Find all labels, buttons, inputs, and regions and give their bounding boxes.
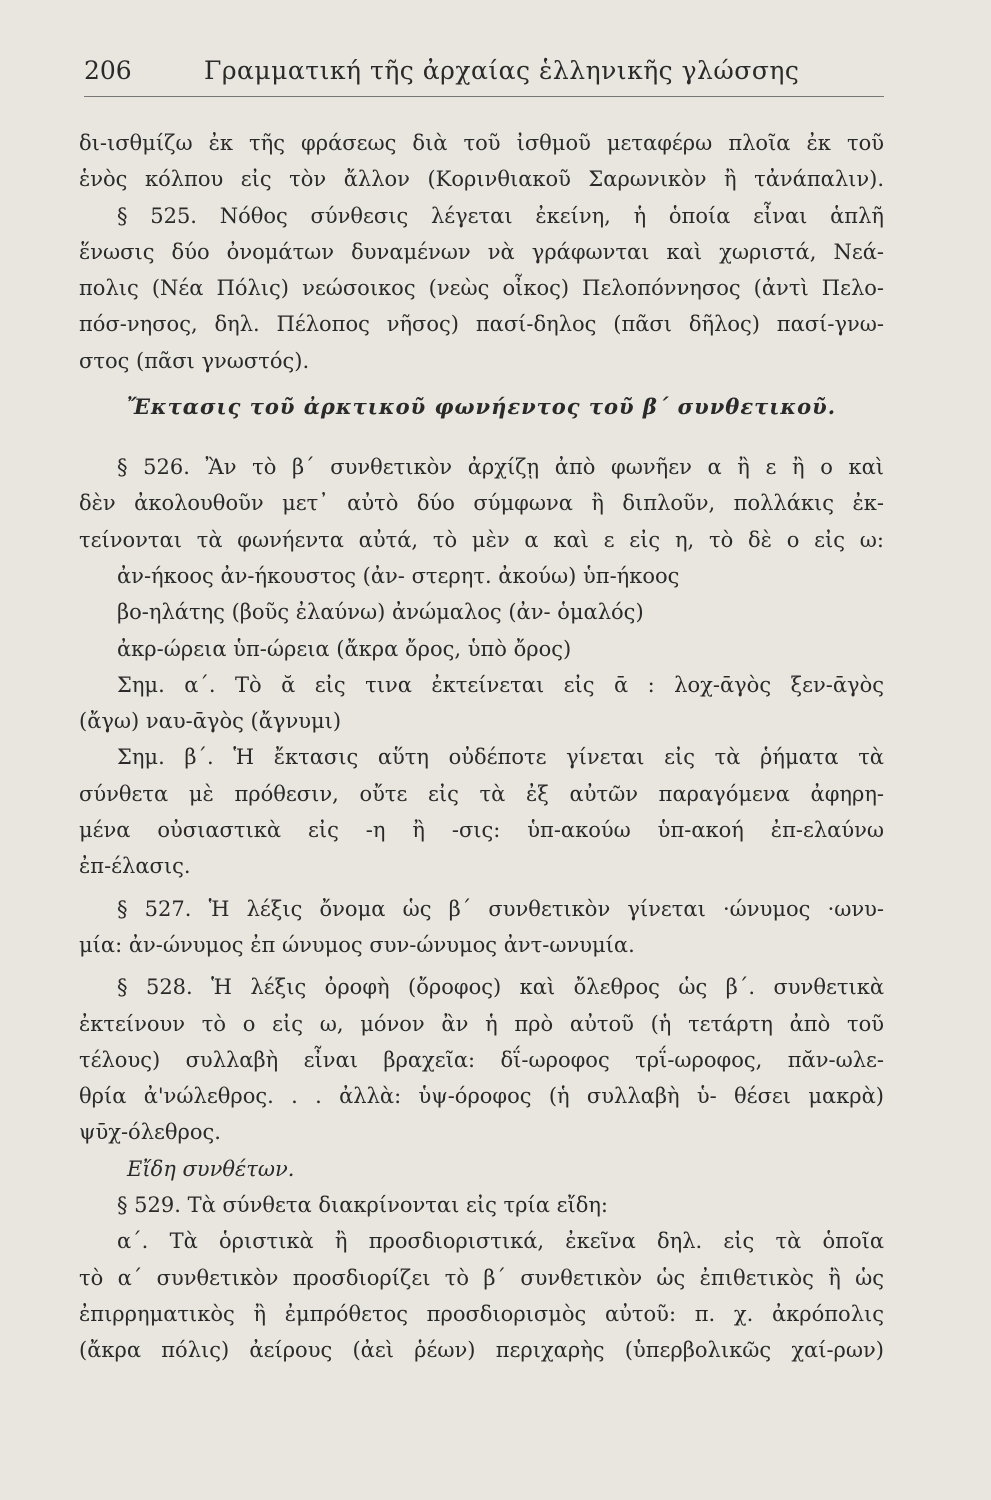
text-line: ψῡχ-όλεθρος.: [79, 1120, 221, 1145]
text-line: ἑνὸς κόλπου εἰς τὸν ἄλλον (Κορινθιακοῦ Σαρωνικὸν ἢ τἀνάπαλιν).: [79, 167, 884, 192]
example-line: βο-ηλάτης (βοῦς ἐλαύνω) ἀνώμαλος (ἀν- ὁμαλός): [117, 600, 644, 625]
text-line: δι-ισθμίζω ἐκ τῆς φράσεως διὰ τοῦ ἰσθμοῦ μεταφέρω πλοῖα ἐκ τοῦ: [79, 131, 884, 155]
example-line: ἀκρ-ώρεια ὑπ-ώρεια (ἄκρα ὄρος, ὑπὸ ὄρος): [117, 636, 572, 661]
text-line: σύνθετα μὲ πρόθεσιν, οὔτε εἰς τὰ ἐξ αὐτῶν παραγόμενα ἀφηρη-: [79, 781, 884, 806]
subheading-types-of-compounds: Εἴδη συνθέτων.: [127, 1156, 295, 1181]
note-alpha: Σημ. α΄. Τὸ ᾰ εἰς τινα ἐκτείνεται εἰς ᾱ : λοχ-ᾱγὸς ξεν-ᾱγὸς: [117, 672, 884, 697]
section-529-start: § 529. Τὰ σύνθετα διακρίνονται εἰς τρία εἴδη:: [117, 1193, 608, 1218]
text-line: τείνονται τὰ φωνήεντα αὐτά, τὸ μὲν α καὶ ε εἰς η, τὸ δὲ ο εἰς ω:: [79, 527, 884, 552]
text-line: ἐπιρρηματικὸς ἢ ἐμπρόθετος προσδιορισμὸς αὐτοῦ: π. χ. ἀκρόπολις: [79, 1301, 884, 1326]
text-line: μένα οὐσιαστικὰ εἰς -η ἢ -σις: ὑπ-ακούω ὑπ-ακοή ἐπ-ελαύνω: [79, 818, 884, 843]
text-line: ἕνωσις δύο ὀνομάτων δυναμένων νὰ γράφωνται καὶ χωριστά, Νεά-: [79, 239, 884, 264]
text-line: α΄. Τὰ ὁριστικὰ ἢ προσδιοριστικά, ἐκεῖνα δηλ. εἰς τὰ ὁποῖα: [117, 1229, 884, 1254]
text-line: πόσ-νησος, δηλ. Πέλοπος νῆσος) πασί-δηλος (πᾶσι δῆλος) πασί-γνω-: [79, 312, 884, 337]
text-line: τέλους) συλλαβὴ εἶναι βραχεῖα: δΐ-ωροφος τρΐ-ωροφος, πᾰν-ωλε-: [79, 1047, 884, 1072]
running-title: Γραμματική τῆς ἀρχαίας ἑλληνικῆς γλώσσης: [204, 56, 800, 85]
text-line: τὸ α΄ συνθετικὸν προσδιορίζει τὸ β΄ συνθετικὸν ὡς ἐπιθετικὸς ἢ ὡς: [79, 1265, 884, 1290]
text-line: (ἄκρα πόλις) ἀείρους (ἀεὶ ῥέων) περιχαρὴς (ὑπερβολικῶς χαί-ρων): [79, 1338, 884, 1363]
text-line: στος (πᾶσι γνωστός).: [79, 348, 310, 373]
section-heading: Ἔκτασις τοῦ ἀρκτικοῦ φωνήεντος τοῦ β΄ συνθετικοῦ.: [126, 394, 837, 420]
section-528-start: § 528. Ἡ λέξις ὀροφὴ (ὄροφος) καὶ ὄλεθρος ὡς β΄. συνθετικὰ: [117, 975, 884, 1000]
section-526-start: § 526. Ἂν τὸ β΄ συνθετικὸν ἀρχίζῃ ἀπὸ φωνῆεν α ἢ ε ἢ ο καὶ: [117, 455, 884, 480]
page-header: [84, 56, 884, 97]
text-line: μία: ἀν-ώνυμος ἐπ ώνυμος συν-ώνυμος ἀντ-ωνυμία.: [79, 932, 635, 957]
text-line: πολις (Νέα Πόλις) νεώσοικος (νεὼς οἶκος) Πελοπόννησος (ἀντὶ Πελο-: [79, 276, 884, 301]
example-line: ἀν-ήκοος ἀν-ήκουστος (ἀν- στερητ. ἀκούω) ὑπ-ήκοος: [117, 563, 680, 588]
section-527-start: § 527. Ἡ λέξις ὄνομα ὡς β΄ συνθετικὸν γίνεται ·ώνυμος ·ωνυ-: [117, 896, 884, 921]
text-line: δὲν ἀκολουθοῦν μετ᾽ αὐτὸ δύο σύμφωνα ἢ διπλοῦν, πολλάκις ἐκ-: [79, 491, 884, 516]
text-line: ἐπ-έλασις.: [79, 854, 191, 879]
text-line: θρία ἀ'νώλεθρος. . . ἀλλὰ: ὑψ-όροφος (ἡ συλλαβὴ ὑ- θέσει μακρὰ): [79, 1084, 884, 1109]
section-525-start: § 525. Νόθος σύνθεσις λέγεται ἐκείνη, ἡ ὁποία εἶναι ἁπλῆ: [117, 203, 884, 228]
text-body: [79, 125, 884, 1369]
page-number: 206: [84, 56, 132, 85]
note-beta: Σημ. β΄. Ἡ ἔκτασις αὕτη οὐδέποτε γίνεται εἰς τὰ ῥήματα τὰ: [117, 745, 884, 770]
text-line: (ἄγω) ναυ-ᾱγὸς (ἄγνυμι): [79, 709, 342, 734]
text-line: ἐκτείνουν τὸ ο εἰς ω, μόνον ἂν ἡ πρὸ αὐτοῦ (ἡ τετάρτη ἀπὸ τοῦ: [79, 1011, 884, 1036]
